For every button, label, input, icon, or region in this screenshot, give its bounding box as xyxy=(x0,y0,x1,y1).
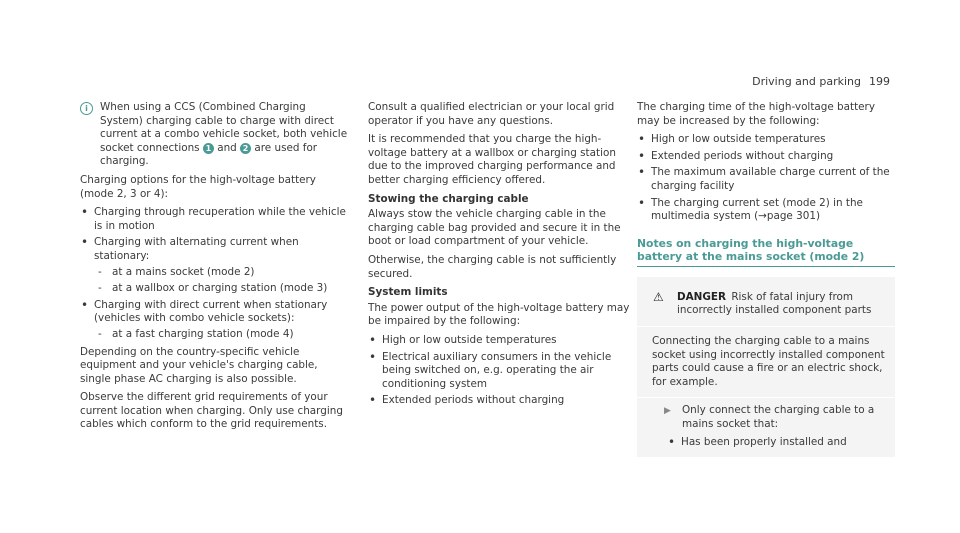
list-item: • Charging with direct current when stationary (vehicles with combo vehicle sockets): - at a fast charging station (mode 4) xyxy=(80,299,350,342)
paragraph: The power output of the high-voltage battery may be impaired by the following: xyxy=(368,301,630,328)
page-number: 199 xyxy=(869,75,890,88)
list-item: • High or low outside temperatures xyxy=(368,334,638,348)
connection-badge-2: 2 xyxy=(240,143,251,154)
sub-list-item: - at a wallbox or charging station (mode 3) xyxy=(94,282,350,296)
danger-action xyxy=(637,398,895,457)
danger-body: Connecting the charging cable to a mains socket using incorrectly installed component parts could cause a fire or an electric shock, for example. xyxy=(637,327,895,398)
charging-options-intro: Charging options for the high-voltage battery (mode 2, 3 or 4): xyxy=(80,173,316,200)
list-item: • Electrical auxiliary consumers in the vehicle being switched on, e.g. operating the air conditioning system xyxy=(368,351,638,392)
running-header xyxy=(752,75,890,89)
sub-list xyxy=(94,328,350,342)
note-text-after: are used for charging. xyxy=(100,141,318,168)
info-icon: i xyxy=(80,102,93,115)
danger-header xyxy=(637,277,895,327)
note-text-before: When using a CCS (Combined Charging System) charging cable to charge with direct current at a combo vehicle socket, both vehicle socket connections xyxy=(100,101,348,154)
paragraph: It is recommended that you charge the high-voltage battery at a wallbox or charging station due to the improved charging performance and better charging efficiency offered. xyxy=(368,133,616,186)
danger-warning-box xyxy=(637,277,895,457)
charging-time-list xyxy=(637,133,895,224)
system-limits-list xyxy=(368,334,638,408)
arrow-right-icon: → xyxy=(758,210,767,223)
header-title: Driving and parking xyxy=(752,75,861,88)
list-item: • Charging through recuperation while the vehicle is in motion xyxy=(80,206,350,233)
column-2 xyxy=(368,101,638,412)
danger-label: DANGER xyxy=(677,290,726,303)
subheading-system-limits: System limits xyxy=(368,286,448,299)
play-arrow-icon: ▶ xyxy=(664,406,671,417)
subheading-stowing-cable: Stowing the charging cable xyxy=(368,192,529,205)
paragraph: Consult a qualified electrician or your local grid operator if you have any questions. xyxy=(368,101,615,127)
list-item: • High or low outside temperatures xyxy=(637,133,895,147)
info-note xyxy=(80,101,350,169)
paragraph: The charging time of the high-voltage battery may be increased by the following: xyxy=(637,101,875,127)
paragraph: Depending on the country-specific vehicle equipment and your vehicle's charging cable, single phase AC charging is also possible. xyxy=(80,345,318,385)
charging-options-list xyxy=(80,206,350,341)
note-and: and xyxy=(217,141,237,154)
section-title-mains-socket: Notes on charging the high-voltage battery at the mains socket (mode 2) xyxy=(637,237,895,267)
column-3 xyxy=(637,101,895,457)
list-item: • Has been properly installed and xyxy=(667,436,885,450)
list-item: • Extended periods without charging xyxy=(637,150,895,164)
instruction-step xyxy=(652,404,885,431)
connection-badge-1: 1 xyxy=(203,143,214,154)
paragraph: Otherwise, the charging cable is not sufficiently secured. xyxy=(368,253,617,280)
sub-list-item: - at a fast charging station (mode 4) xyxy=(94,328,350,342)
sub-list xyxy=(94,266,350,296)
instruction-text: Only connect the charging cable to a mains socket that: xyxy=(682,404,875,430)
list-item: • The charging current set (mode 2) in the multimedia system (→page 301) xyxy=(637,197,895,224)
list-item: • Extended periods without charging xyxy=(368,394,638,408)
list-item: • Charging with alternating current when stationary: - at a mains socket (mode 2) - at a wallbox or charging station (mode 3) xyxy=(80,236,350,295)
danger-head-text: Risk of fatal injury from incorrectly installed component parts xyxy=(677,290,872,317)
paragraph: Always stow the vehicle charging cable in the charging cable bag provided and secure it in the boot or load compartment of your vehicle. xyxy=(368,208,621,248)
danger-conditions-list xyxy=(652,436,885,450)
paragraph: Observe the different grid requirements of your current location when charging. Only use charging cables which conform to the grid requirements. xyxy=(80,391,343,431)
column-1 xyxy=(80,101,350,437)
warning-triangle-icon: ⚠ xyxy=(653,289,664,304)
page-reference-link[interactable]: page 301 xyxy=(766,210,816,223)
list-item: • The maximum available charge current of the charging facility xyxy=(637,166,895,193)
sub-list-item: - at a mains socket (mode 2) xyxy=(94,266,350,280)
